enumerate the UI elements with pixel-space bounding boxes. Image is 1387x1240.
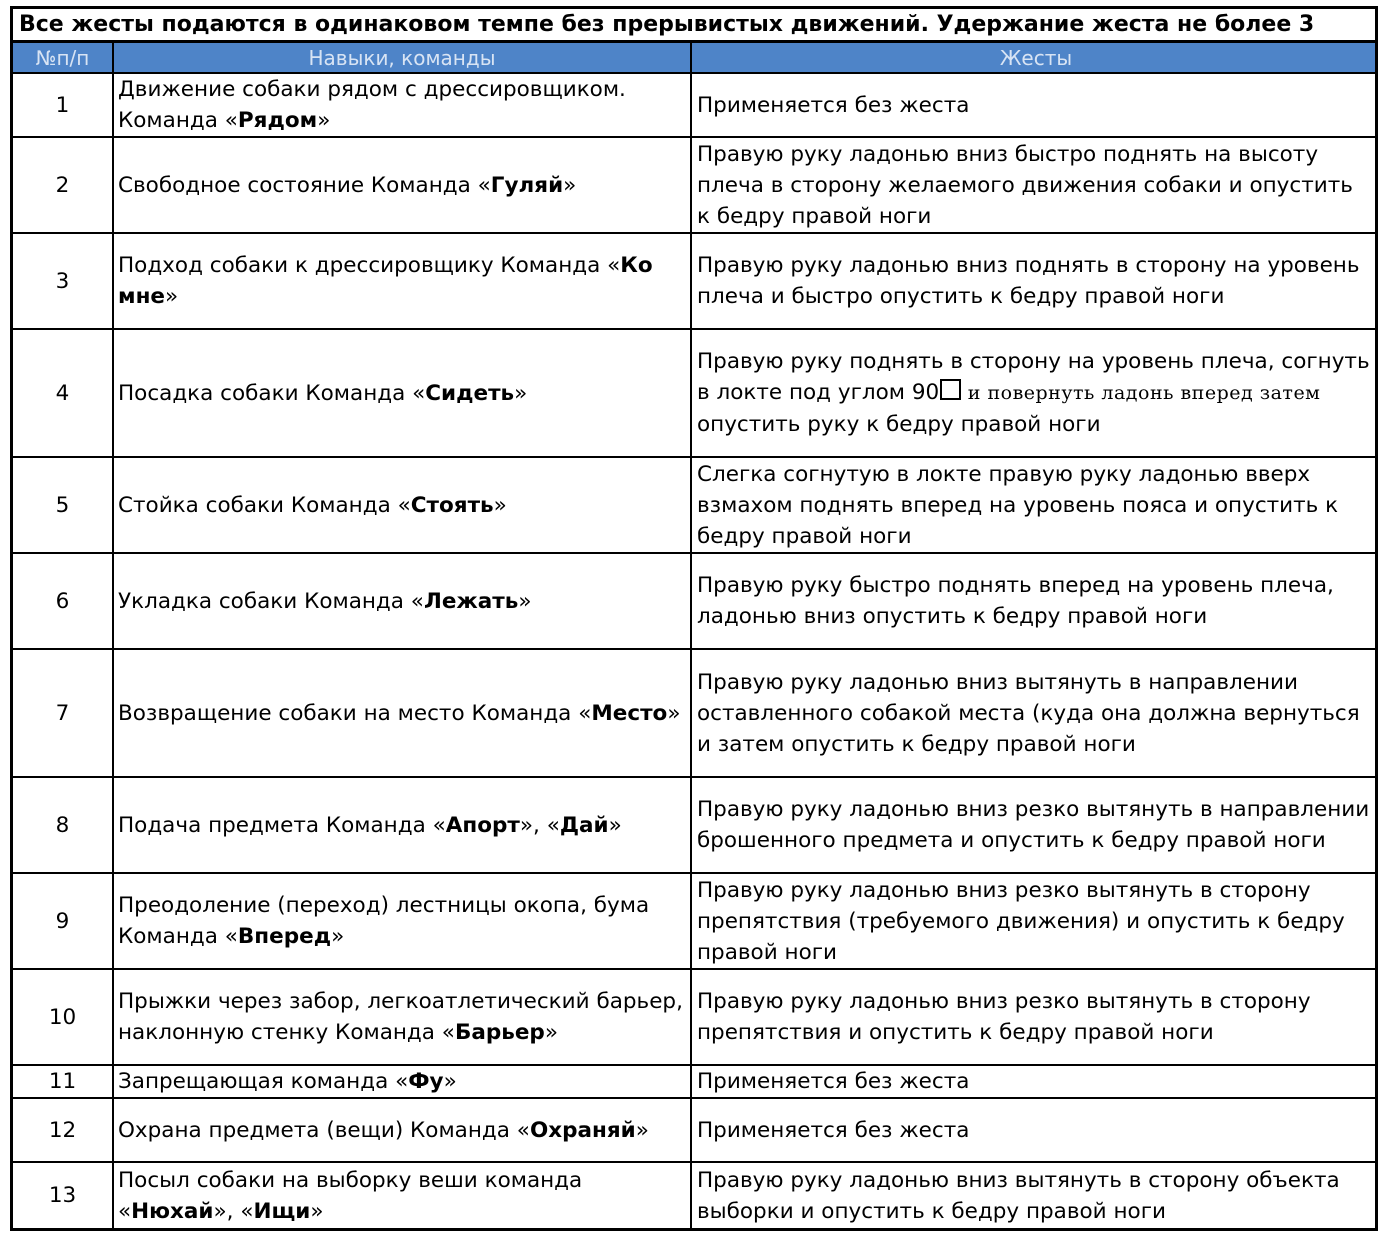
skill-text: »	[493, 492, 507, 518]
command-name: Рядом	[237, 108, 318, 133]
command-name: Апорт	[445, 812, 520, 838]
skill-text: Охрана предмета (вещи) Команда «	[118, 1117, 530, 1143]
skill-cell	[113, 233, 691, 329]
row-number: 7	[13, 649, 113, 777]
table-row	[13, 777, 1375, 873]
gesture-cell: Правую руку ладонью вниз вытянуть в сторону объекта выборки и опустить к бедру правой ноги	[691, 1162, 1375, 1228]
table-row	[13, 873, 1375, 969]
skill-cell	[113, 1162, 691, 1228]
skill-text: Стойка собаки Команда «	[118, 492, 411, 518]
gesture-table-sheet	[10, 6, 1378, 1231]
command-name: Ко мне	[118, 253, 653, 309]
skill-cell	[113, 73, 691, 137]
row-number: 8	[13, 777, 113, 873]
skill-text: »	[310, 1198, 324, 1224]
table-row	[13, 1065, 1375, 1098]
skill-text: Посыл собаки на выборку веши команда «	[118, 1167, 583, 1224]
skill-text: »	[331, 924, 345, 949]
row-number: 12	[13, 1098, 113, 1162]
skill-text: Запрещающая команда «	[118, 1069, 409, 1094]
skill-text: »	[443, 1069, 457, 1094]
gesture-cell: Правую руку ладонью вниз поднять в сторону на уровень плеча и быстро опустить к бедру правой ноги	[691, 233, 1375, 329]
command-name: Охраняй	[529, 1117, 636, 1143]
skill-cell	[113, 649, 691, 777]
table-row	[13, 233, 1375, 329]
gesture-text: Правую руку поднять в сторону на уровень плеча, согнуть в локте под углом 90	[697, 349, 1370, 405]
skill-text: Прыжки через забор, легкоатлетический барьер, наклонную стенку Команда «	[118, 989, 683, 1045]
skill-cell	[113, 457, 691, 553]
command-name: Дай	[559, 812, 609, 838]
table-row	[13, 137, 1375, 233]
skill-text: »	[635, 1117, 649, 1143]
skill-text: »	[518, 588, 532, 614]
command-name: Ищи	[253, 1198, 311, 1224]
skill-cell	[113, 553, 691, 649]
header-skill: Навыки, команды	[113, 43, 691, 73]
skill-text: Подход собаки к дрессировщику Команда «	[118, 253, 621, 278]
command-name: Лежать	[423, 588, 519, 614]
gesture-text: опустить руку к бедру правой ноги	[697, 412, 1101, 437]
gesture-cell: Правую руку ладонью вниз резко вытянуть в направлении брошенного предмета и опустить к бедру правой ноги	[691, 777, 1375, 873]
skill-cell	[113, 873, 691, 969]
skill-text: »	[514, 380, 528, 406]
gesture-cell: Применяется без жеста	[691, 1098, 1375, 1162]
skill-text: Укладка собаки Команда «	[118, 588, 424, 614]
command-name: Гуляй	[490, 172, 564, 198]
gesture-cell: Применяется без жеста	[691, 73, 1375, 137]
skill-text: »	[563, 172, 577, 198]
row-number: 5	[13, 457, 113, 553]
command-name: Сидеть	[425, 380, 515, 406]
skill-text: Свободное состояние Команда «	[118, 172, 491, 198]
command-name: Нюхай	[131, 1198, 214, 1224]
gesture-cell: Правую руку быстро поднять вперед на уровень плеча, ладонью вниз опустить к бедру правой ноги	[691, 553, 1375, 649]
skill-text: Движение собаки рядом с дрессировщиком. Команда «	[118, 77, 626, 133]
gesture-cell: Правую руку ладонью вниз вытянуть в направлении оставленного собакой места (куда она должна вернуться и затем опустить к бедру правой ноги	[691, 649, 1375, 777]
skill-cell	[113, 777, 691, 873]
sheet-title: Все жесты подаются в одинаковом темпе без прерывистых движений. Удержание жеста не более 3	[13, 9, 1375, 43]
skill-text: Посадка собаки Команда «	[118, 380, 426, 406]
header-num: №п/п	[13, 43, 113, 73]
command-name: Барьер	[454, 1020, 545, 1045]
missing-glyph-box	[940, 379, 961, 400]
skill-cell	[113, 1098, 691, 1162]
row-number: 3	[13, 233, 113, 329]
row-number: 11	[13, 1065, 113, 1098]
command-name: Место	[591, 700, 668, 726]
row-number: 2	[13, 137, 113, 233]
table-row	[13, 969, 1375, 1065]
skill-text: Подача предмета Команда «	[118, 812, 446, 838]
gesture-cell: Слегка согнутую в локте правую руку ладонью вверх взмахом поднять вперед на уровень пояса и опустить к бедру правой ноги	[691, 457, 1375, 553]
table-row	[13, 553, 1375, 649]
row-number: 13	[13, 1162, 113, 1228]
row-number: 10	[13, 969, 113, 1065]
skill-text: »	[667, 700, 681, 726]
gesture-text-serif: и повернуть ладонь вперед затем	[961, 382, 1321, 404]
row-number: 9	[13, 873, 113, 969]
skill-text: »	[165, 284, 179, 309]
table-row	[13, 329, 1375, 457]
gesture-cell: Правую руку ладонью вниз резко вытянуть в сторону препятствия и опустить к бедру правой ноги	[691, 969, 1375, 1065]
header-row	[13, 43, 1375, 73]
row-number: 6	[13, 553, 113, 649]
gesture-cell: Правую руку ладонью вниз резко вытянуть в сторону препятствия (требуемого движения) и опустить к бедру правой ноги	[691, 873, 1375, 969]
command-name: Фу	[408, 1069, 444, 1094]
header-gesture: Жесты	[691, 43, 1375, 73]
skill-cell	[113, 137, 691, 233]
skill-text: »	[544, 1020, 558, 1045]
row-number: 4	[13, 329, 113, 457]
gesture-cell	[691, 329, 1375, 457]
command-name: Стоять	[410, 492, 494, 518]
skill-text: »	[608, 812, 622, 838]
command-name: Вперед	[237, 924, 332, 949]
table-row	[13, 1098, 1375, 1162]
skill-cell	[113, 329, 691, 457]
table-row	[13, 73, 1375, 137]
table-row	[13, 649, 1375, 777]
skill-text: », «	[519, 812, 560, 838]
gesture-cell: Правую руку ладонью вниз быстро поднять на высоту плеча в сторону желаемого движения собаки и опустить к бедру правой ноги	[691, 137, 1375, 233]
skill-cell	[113, 969, 691, 1065]
row-number: 1	[13, 73, 113, 137]
skill-text: Возвращение собаки на место Команда «	[118, 700, 592, 726]
skill-text: », «	[213, 1198, 254, 1224]
table-row	[13, 1162, 1375, 1228]
skill-text: »	[317, 108, 331, 133]
gesture-table	[13, 43, 1375, 1228]
table-row	[13, 457, 1375, 553]
gesture-cell: Применяется без жеста	[691, 1065, 1375, 1098]
skill-cell	[113, 1065, 691, 1098]
skill-text: Преодоление (переход) лестницы окопа, бума Команда «	[118, 893, 650, 949]
